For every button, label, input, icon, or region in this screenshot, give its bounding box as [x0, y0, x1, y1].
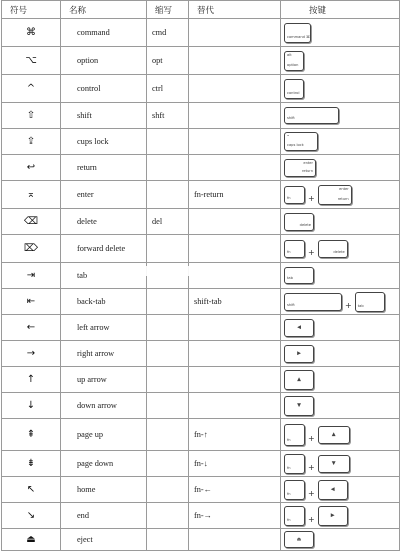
key-name: end	[61, 503, 147, 529]
keycap-image	[284, 345, 314, 363]
down-arrow-icon: ↓	[2, 393, 61, 419]
key-illustration-cell	[281, 181, 400, 209]
end-icon: ↘	[2, 503, 61, 529]
key-name: left arrow	[61, 315, 147, 341]
return-icon: ↩	[2, 155, 61, 181]
header-alt: 替代	[189, 1, 281, 19]
key-abbreviation	[147, 477, 189, 503]
key-illustration-cell	[281, 367, 400, 393]
key-abbreviation	[147, 529, 189, 551]
up-arrow-icon: ↑	[2, 367, 61, 393]
key-illustration-cell	[281, 19, 400, 47]
keycap-legend: caps lock	[287, 143, 304, 148]
keycap-glyph: ▲	[297, 376, 301, 382]
keycap-glyph: ◀	[330, 486, 335, 492]
key-illustration-cell	[281, 209, 400, 235]
key-abbreviation	[147, 129, 189, 155]
header-name: 名称	[61, 1, 147, 19]
keycap-legend: shift	[287, 302, 295, 307]
plus-sign: +	[308, 194, 315, 203]
enter-icon: ⌅	[2, 181, 61, 209]
header-symbol: 符号	[2, 1, 61, 19]
key-abbreviation	[147, 289, 189, 315]
keycap-image	[318, 455, 350, 473]
key-illustration-cell	[281, 529, 400, 551]
keycap-legend: delete	[333, 249, 345, 254]
key-name: page up	[61, 419, 147, 451]
keycap-legend: enter	[303, 160, 313, 165]
keycap-image	[284, 159, 316, 177]
keycap-image	[284, 424, 305, 446]
key-alternative	[189, 209, 281, 235]
key-name: command	[61, 19, 147, 47]
key-abbreviation: cmd	[147, 19, 189, 47]
table-row	[2, 341, 400, 367]
key-abbreviation	[147, 155, 189, 181]
keycap-legend: fn	[287, 465, 291, 470]
key-illustration-cell	[281, 155, 400, 181]
forward-delete-icon: ⌦	[2, 235, 61, 263]
right-arrow-icon: →	[2, 341, 61, 367]
table-row	[2, 75, 400, 103]
key-name: control	[61, 75, 147, 103]
key-illustration-cell	[281, 393, 400, 419]
key-illustration-cell	[281, 129, 400, 155]
page-down-icon: ⇟	[2, 451, 61, 477]
key-name: option	[61, 47, 147, 75]
keycap-image	[284, 293, 342, 311]
keycap-image	[318, 240, 348, 258]
key-name: page down	[61, 451, 147, 477]
keycap-image	[284, 213, 314, 231]
table-row	[2, 315, 400, 341]
page-up-icon: ⇞	[2, 419, 61, 451]
keycap-image	[318, 480, 348, 500]
table-row	[2, 155, 400, 181]
key-abbreviation: del	[147, 209, 189, 235]
key-illustration-cell	[281, 477, 400, 503]
back-tab-icon: ⇤	[2, 289, 61, 315]
keycap-legend: fn	[287, 195, 291, 200]
table-row	[2, 209, 400, 235]
table-row	[2, 289, 400, 315]
table-row	[2, 393, 400, 419]
keycap-legend: fn	[287, 249, 291, 254]
key-alternative	[189, 129, 281, 155]
key-alternative: fn-↑	[189, 419, 281, 451]
key-name: delete	[61, 209, 147, 235]
keycap-legend: fn	[287, 491, 291, 496]
home-icon: ↖	[2, 477, 61, 503]
keycap-legend: return	[302, 168, 313, 173]
keycap-image	[284, 23, 311, 43]
key-abbreviation	[147, 419, 189, 451]
table-row	[2, 181, 400, 209]
key-alternative	[189, 367, 281, 393]
eject-icon: ⏏	[2, 529, 61, 551]
keycap-legend: command ⌘	[287, 34, 310, 39]
keycap-image	[284, 454, 305, 474]
key-alternative: shift-tab	[189, 289, 281, 315]
key-illustration-cell	[281, 289, 400, 315]
header-abbr: 缩写	[147, 1, 189, 19]
key-name: cups lock	[61, 129, 147, 155]
keycap-image	[284, 132, 318, 151]
key-alternative: fn-←	[189, 477, 281, 503]
key-alternative	[189, 47, 281, 75]
keycap-legend: tab	[287, 276, 293, 281]
keycap-glyph: ◀	[297, 324, 301, 330]
key-abbreviation	[147, 367, 189, 393]
keycap-image	[284, 396, 314, 416]
plus-sign: +	[308, 248, 315, 257]
key-illustration-cell	[281, 103, 400, 129]
key-abbreviation	[147, 181, 189, 209]
key-abbreviation	[147, 235, 189, 263]
plus-sign: +	[308, 489, 315, 498]
keycap-legend: shift	[287, 116, 295, 121]
table-row	[2, 367, 400, 393]
option-icon: ⌥	[2, 47, 61, 75]
keycap-image	[284, 107, 339, 124]
keycap-glyph: ▼	[331, 460, 336, 466]
keycap-legend: enter	[339, 186, 349, 191]
key-name: back-tab	[61, 289, 147, 315]
key-illustration-cell	[281, 47, 400, 75]
table-header-row	[2, 1, 400, 19]
keycap-image	[284, 186, 305, 204]
keycap-image	[284, 267, 314, 284]
keycap-image	[284, 506, 305, 526]
keycap-legend: control	[287, 90, 300, 95]
table-row	[2, 47, 400, 75]
key-alternative	[189, 341, 281, 367]
key-illustration-cell	[281, 235, 400, 263]
key-name: home	[61, 477, 147, 503]
keycap-image	[284, 531, 314, 548]
keycap-image	[284, 240, 305, 258]
key-name: right arrow	[61, 341, 147, 367]
key-alternative	[189, 393, 281, 419]
key-alternative	[189, 103, 281, 129]
keycap-legend: tab	[357, 303, 364, 308]
table-body	[2, 19, 400, 551]
keycap-image	[284, 319, 314, 337]
keycap-glyph: ⏏	[296, 536, 302, 542]
key-alternative	[189, 75, 281, 103]
control-icon: ^	[2, 75, 61, 103]
key-abbreviation	[147, 451, 189, 477]
key-name: forward delete	[61, 235, 147, 263]
key-abbreviation: opt	[147, 47, 189, 75]
key-illustration-cell	[281, 503, 400, 529]
keycap-legend: fn	[287, 437, 291, 442]
keycap-image	[318, 185, 352, 205]
key-name: down arrow	[61, 393, 147, 419]
plus-sign: +	[308, 463, 315, 472]
keycap-glyph: ▶	[297, 350, 301, 356]
key-abbreviation	[147, 315, 189, 341]
table-row	[2, 103, 400, 129]
key-alternative	[189, 19, 281, 47]
caps-lock-icon: ⇪	[2, 129, 61, 155]
key-abbreviation	[147, 341, 189, 367]
shift-icon: ⇧	[2, 103, 61, 129]
key-illustration-cell	[281, 263, 400, 289]
keycap-image	[284, 79, 304, 99]
key-name: shift	[61, 103, 147, 129]
keycap-image	[318, 426, 350, 444]
table-row	[2, 503, 400, 529]
plus-sign: +	[345, 301, 352, 310]
keycap-legend: alt	[287, 52, 292, 57]
delete-icon: ⌫	[2, 209, 61, 235]
keycap-image	[318, 506, 348, 526]
key-abbreviation: shft	[147, 103, 189, 129]
tab-icon: ⇥	[2, 263, 61, 289]
keycap-image	[284, 370, 314, 390]
key-alternative: fn-→	[189, 503, 281, 529]
blurred-overlay	[108, 266, 280, 276]
key-alternative	[189, 315, 281, 341]
keycap-image	[355, 292, 385, 312]
keycap-legend: option	[287, 62, 299, 67]
key-illustration-cell	[281, 315, 400, 341]
table-row	[2, 235, 400, 263]
keycap-legend: •	[287, 134, 290, 138]
key-illustration-cell	[281, 451, 400, 477]
key-alternative: fn-return	[189, 181, 281, 209]
keycap-image	[284, 480, 305, 500]
plus-sign: +	[308, 434, 315, 443]
key-name: enter	[61, 181, 147, 209]
table-row	[2, 19, 400, 47]
table-row	[2, 477, 400, 503]
keycap-legend: return	[337, 196, 349, 201]
key-illustration-cell	[281, 419, 400, 451]
keycap-glyph: ▲	[331, 431, 336, 437]
key-name: tab	[61, 263, 147, 289]
key-alternative	[189, 235, 281, 263]
keycap-legend: delete	[299, 222, 311, 227]
header-keys: 按键	[281, 1, 400, 19]
key-alternative	[189, 155, 281, 181]
key-illustration-cell	[281, 341, 400, 367]
keycap-glyph: ▶	[330, 512, 335, 518]
command-icon: ⌘	[2, 19, 61, 47]
key-name: up arrow	[61, 367, 147, 393]
key-name: return	[61, 155, 147, 181]
keycap-legend: fn	[287, 517, 291, 522]
key-illustration-cell	[281, 75, 400, 103]
table-row	[2, 129, 400, 155]
table-row	[2, 529, 400, 551]
key-abbreviation	[147, 503, 189, 529]
plus-sign: +	[308, 515, 315, 524]
table-row	[2, 419, 400, 451]
left-arrow-icon: ←	[2, 315, 61, 341]
key-alternative	[189, 529, 281, 551]
key-name: eject	[61, 529, 147, 551]
table-row	[2, 451, 400, 477]
key-abbreviation	[147, 393, 189, 419]
key-abbreviation: ctrl	[147, 75, 189, 103]
keycap-glyph: ▼	[297, 402, 301, 408]
key-alternative: fn-↓	[189, 451, 281, 477]
keycap-image	[284, 51, 304, 71]
